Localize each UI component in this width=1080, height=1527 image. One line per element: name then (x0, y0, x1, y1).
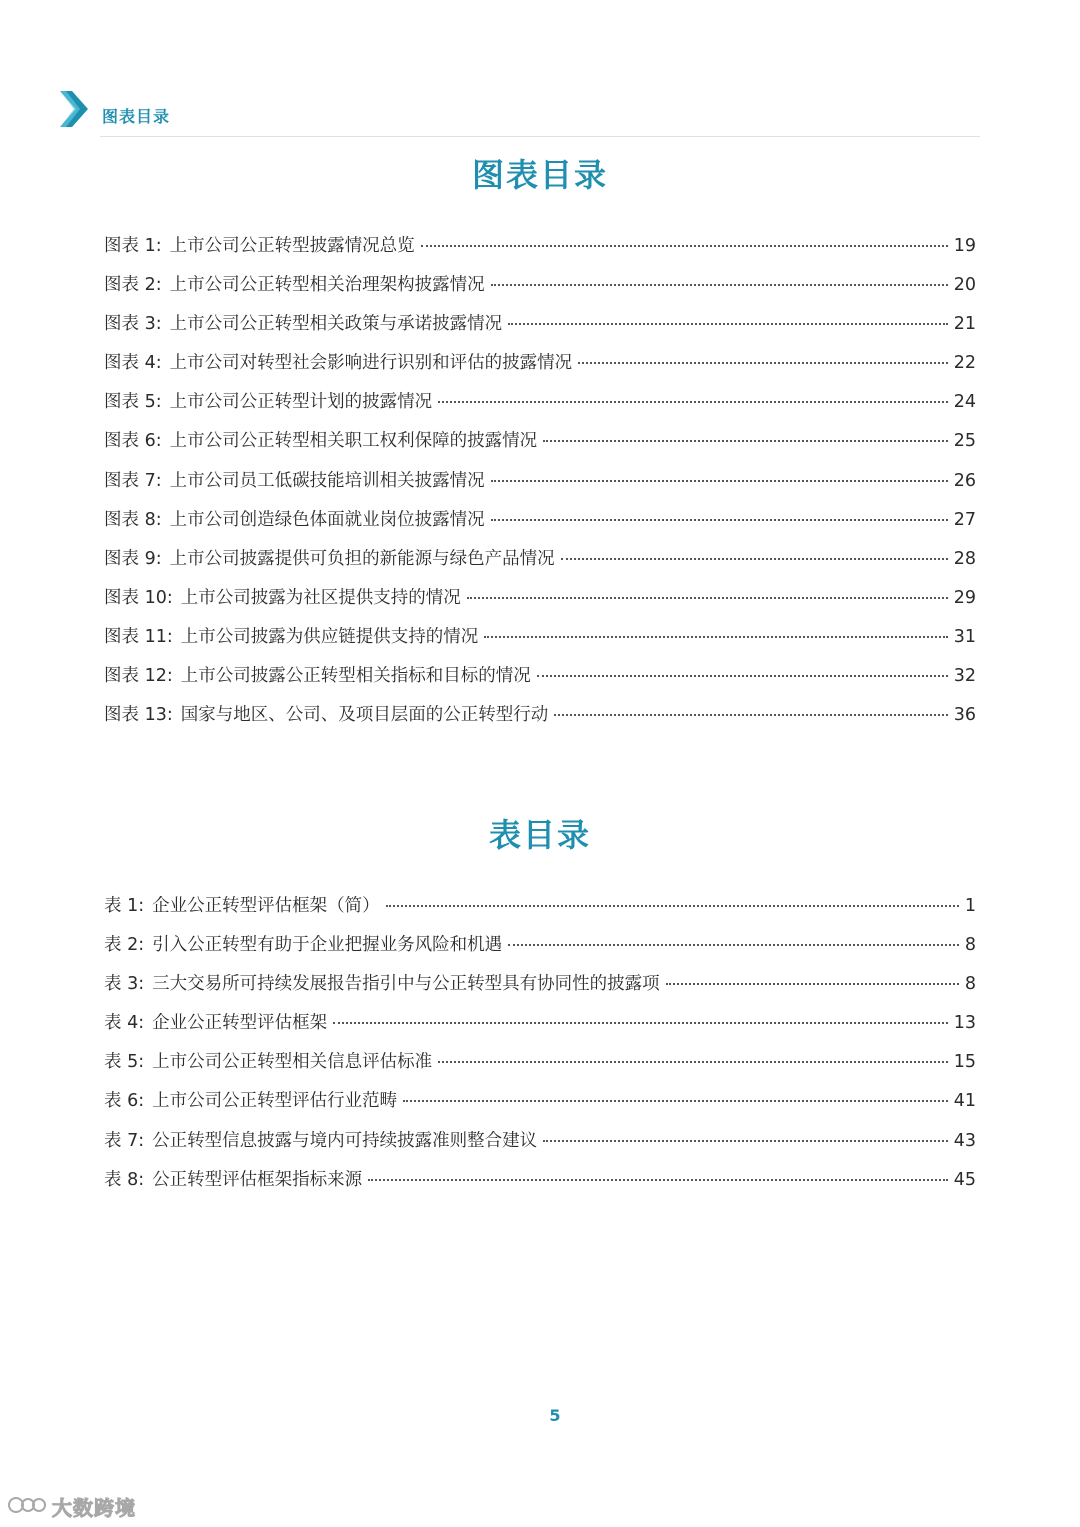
figure-entry-title: 上市公司公正转型相关职工权利保障的披露情况 (169, 431, 538, 452)
page-header (58, 86, 980, 138)
dot-leader (438, 401, 948, 403)
table-entry-title: 公正转型评估框架指标来源 (152, 1169, 363, 1190)
table-entry-page: 15 (953, 1052, 976, 1073)
table-entry-label: 表 3: (104, 974, 145, 995)
dot-leader (484, 636, 947, 638)
figure-entry[interactable] (104, 388, 976, 427)
figure-entry-title: 上市公司员工低碳技能培训相关披露情况 (169, 470, 485, 491)
figure-entry-label: 图表 5: (104, 392, 162, 413)
figure-entry[interactable] (104, 545, 976, 584)
figure-entry-title: 上市公司披露为社区提供支持的情况 (180, 587, 461, 608)
figures-toc-list (104, 232, 976, 740)
table-entry-page: 45 (953, 1169, 976, 1190)
figure-entry[interactable] (104, 232, 976, 271)
table-entry-title: 上市公司公正转型评估行业范畴 (152, 1091, 398, 1112)
table-entry-label: 表 5: (104, 1052, 145, 1073)
table-entry[interactable] (104, 1127, 976, 1166)
figure-entry-page: 26 (953, 470, 976, 491)
header-divider (100, 136, 980, 137)
dot-leader (554, 714, 947, 716)
figure-entry-page: 36 (953, 705, 976, 726)
dot-leader (543, 440, 948, 442)
figure-entry-page: 27 (953, 509, 976, 530)
table-entry-title: 引入公正转型有助于企业把握业务风险和机遇 (152, 935, 503, 956)
figure-entry-page: 21 (953, 314, 976, 335)
figure-entry[interactable] (104, 584, 976, 623)
table-entry-page: 1 (964, 896, 976, 916)
header-title: 图表目录 (102, 107, 171, 126)
figure-entry[interactable] (104, 427, 976, 466)
figure-entry-label: 图表 3: (104, 314, 162, 335)
figure-entry-title: 上市公司对转型社会影响进行识别和评估的披露情况 (169, 353, 573, 374)
figure-entry-title: 上市公司披露为供应链提供支持的情况 (180, 626, 479, 647)
figure-entry-title: 上市公司公正转型相关政策与承诺披露情况 (169, 314, 503, 335)
figure-entry[interactable] (104, 701, 976, 740)
table-entry-title: 公正转型信息披露与境内可持续披露准则整合建议 (152, 1130, 538, 1151)
figures-section-title: 图表目录 (471, 156, 608, 194)
figure-entry[interactable] (104, 271, 976, 310)
dot-leader (491, 480, 948, 482)
table-entry-label: 表 2: (104, 935, 145, 956)
dot-leader (421, 245, 948, 247)
figure-entry-label: 图表 10: (104, 587, 173, 608)
table-entry-page: 8 (964, 935, 976, 956)
table-entry-page: 13 (953, 1013, 976, 1034)
figure-entry-page: 31 (953, 626, 976, 647)
table-entry-title: 企业公正转型评估框架（简） (152, 896, 380, 916)
table-entry-label: 表 7: (104, 1130, 145, 1151)
dot-leader (467, 597, 948, 599)
figure-entry-page: 19 (953, 236, 976, 256)
figure-entry-label: 图表 9: (104, 548, 162, 569)
figure-entry-label: 图表 13: (104, 705, 173, 726)
dot-leader (438, 1061, 948, 1063)
table-entry-label: 表 6: (104, 1091, 145, 1112)
table-entry-page: 8 (964, 974, 976, 995)
table-entry[interactable] (104, 970, 976, 1009)
figure-entry-page: 25 (953, 431, 976, 452)
table-entry-title: 企业公正转型评估框架 (152, 1013, 328, 1034)
figure-entry-label: 图表 1: (104, 236, 162, 256)
table-entry-title: 上市公司公正转型相关信息评估标准 (152, 1052, 433, 1073)
figure-entry-label: 图表 11: (104, 626, 173, 647)
figure-entry-title: 上市公司披露提供可负担的新能源与绿色产品情况 (169, 548, 555, 569)
dot-leader (508, 323, 948, 325)
figure-entry-label: 图表 8: (104, 509, 162, 530)
table-entry[interactable] (104, 931, 976, 970)
figure-entry-page: 32 (953, 666, 976, 687)
watermark-text: 大数跨境 (52, 1496, 136, 1520)
figure-entry-title: 上市公司公正转型披露情况总览 (169, 236, 415, 256)
dot-leader (386, 905, 959, 907)
figure-entry-page: 22 (953, 353, 976, 374)
figure-entry-title: 上市公司公正转型相关治理架构披露情况 (169, 275, 485, 296)
dot-leader (491, 284, 948, 286)
figure-entry-label: 图表 4: (104, 353, 162, 374)
figure-entry-label: 图表 6: (104, 431, 162, 452)
figure-entry[interactable] (104, 349, 976, 388)
table-entry-page: 41 (953, 1091, 976, 1112)
table-entry-label: 表 8: (104, 1169, 145, 1190)
table-entry[interactable] (104, 1087, 976, 1126)
figure-entry-page: 29 (953, 587, 976, 608)
page-number: 5 (549, 1406, 561, 1425)
dot-leader (508, 944, 959, 946)
dot-leader (403, 1100, 948, 1102)
dot-leader (578, 362, 948, 364)
figure-entry-title: 上市公司公正转型计划的披露情况 (169, 392, 433, 413)
figure-entry-page: 28 (953, 548, 976, 569)
figure-entry-page: 20 (953, 275, 976, 296)
figure-entry[interactable] (104, 310, 976, 349)
table-entry-label: 表 4: (104, 1013, 145, 1034)
dot-leader (368, 1179, 948, 1181)
table-entry[interactable] (104, 1009, 976, 1048)
figure-entry-title: 上市公司披露公正转型相关指标和目标的情况 (180, 666, 531, 687)
table-entry[interactable] (104, 1166, 976, 1205)
table-entry[interactable] (104, 892, 976, 931)
figure-entry[interactable] (104, 467, 976, 506)
figure-entry-page: 24 (953, 392, 976, 413)
table-entry-page: 43 (953, 1130, 976, 1151)
dot-leader (543, 1140, 948, 1142)
table-entry-label: 表 1: (104, 896, 145, 916)
figure-entry-label: 图表 7: (104, 470, 162, 491)
figure-entry-label: 图表 12: (104, 666, 173, 687)
figure-entry[interactable] (104, 623, 976, 662)
figure-entry[interactable] (104, 662, 976, 701)
chevron-logo-icon (58, 89, 90, 129)
dot-leader (537, 675, 948, 677)
dot-leader (561, 558, 948, 560)
dot-leader (666, 983, 959, 985)
figure-entry-title: 国家与地区、公司、及项目层面的公正转型行动 (180, 705, 549, 726)
figure-entry[interactable] (104, 506, 976, 545)
tables-toc-list (104, 892, 976, 1205)
figure-entry-title: 上市公司创造绿色体面就业岗位披露情况 (169, 509, 485, 530)
table-entry[interactable] (104, 1048, 976, 1087)
table-entry-title: 三大交易所可持续发展报告指引中与公正转型具有协同性的披露项 (152, 974, 660, 995)
watermark (8, 1490, 148, 1520)
tables-section-title: 表目录 (488, 816, 591, 854)
watermark-logo-icon (8, 1494, 48, 1516)
figure-entry-label: 图表 2: (104, 275, 162, 296)
dot-leader (491, 519, 948, 521)
dot-leader (333, 1022, 948, 1024)
